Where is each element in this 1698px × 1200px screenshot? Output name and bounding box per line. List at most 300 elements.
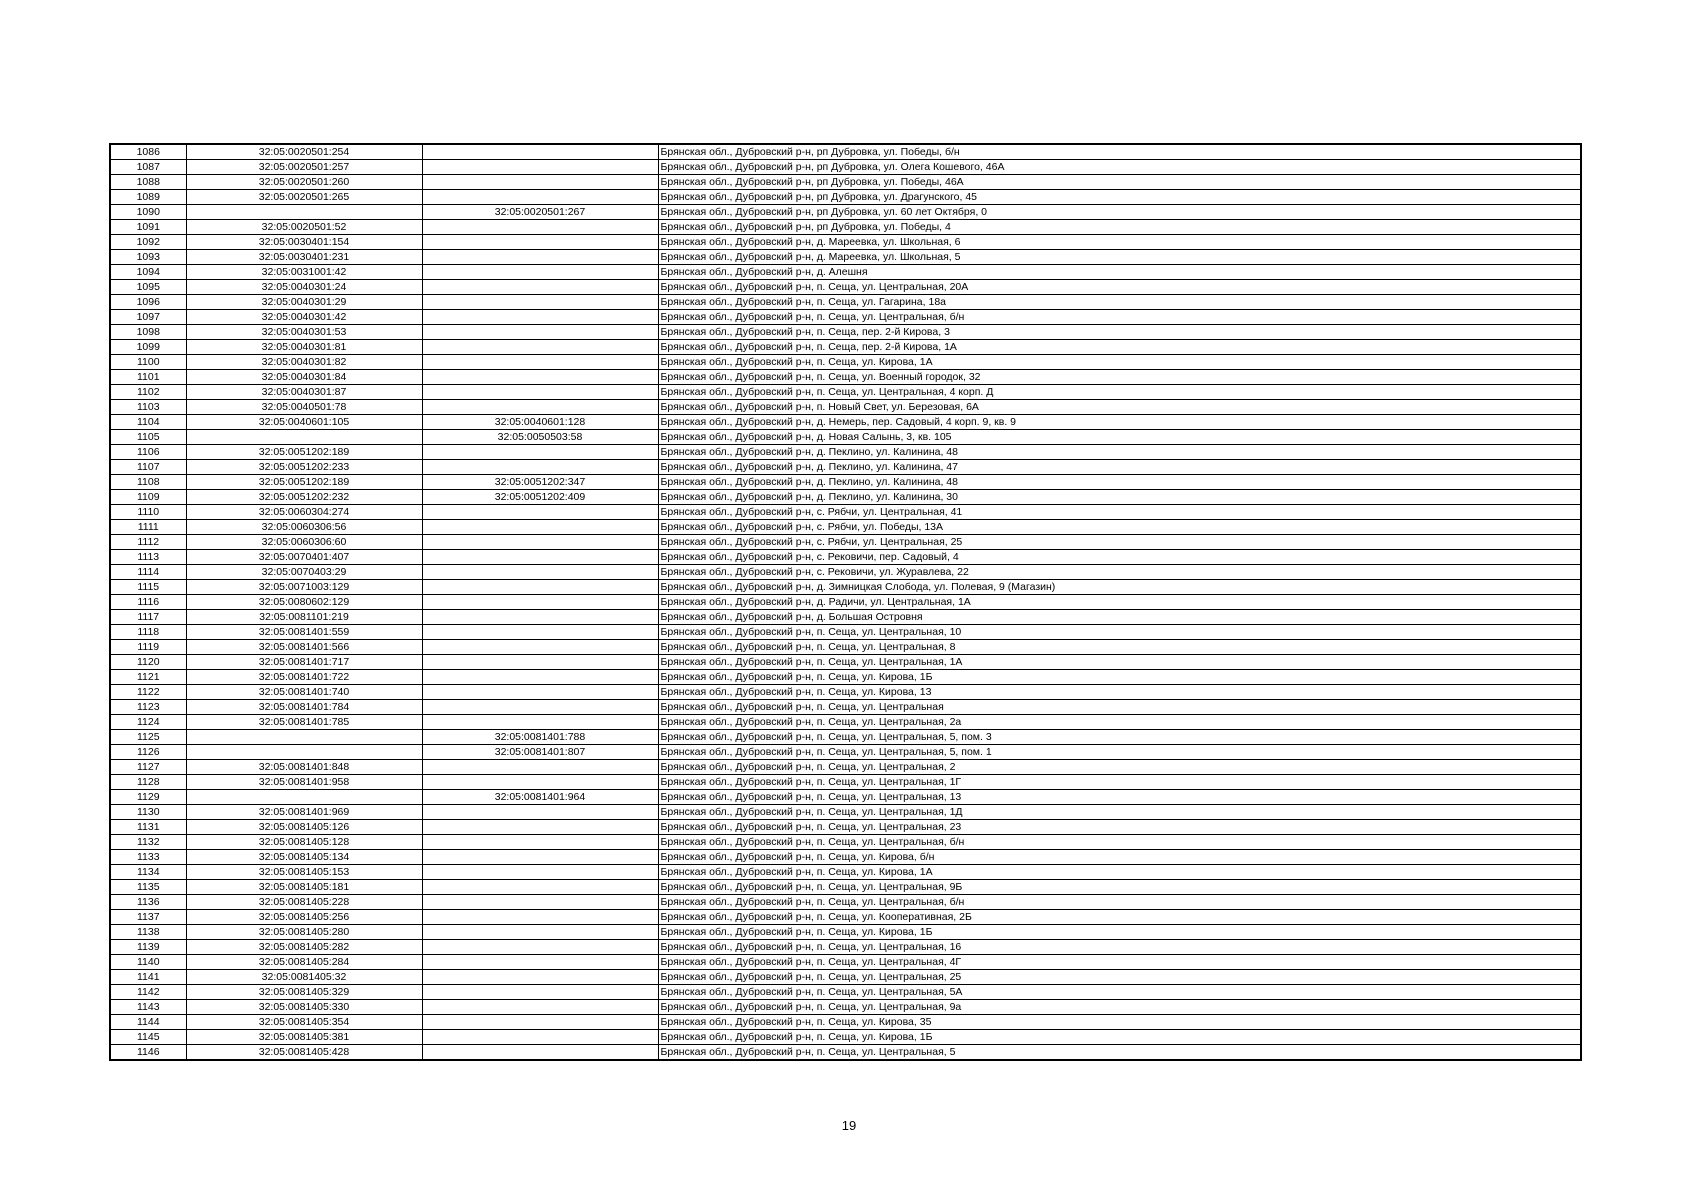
- cadastral-number-cell: 32:05:0040301:29: [186, 295, 422, 310]
- address-cell: Брянская обл., Дубровский р-н, п. Сеща, ул. Военный городок, 32: [658, 370, 1581, 385]
- cadastral-number-cell: 32:05:0081101:219: [186, 610, 422, 625]
- address-cell: Брянская обл., Дубровский р-н, п. Сеща, ул. Центральная, 9Б: [658, 880, 1581, 895]
- table-row: [110, 640, 1581, 655]
- table-row: [110, 475, 1581, 490]
- table-row: [110, 535, 1581, 550]
- cadastral-number-cell: 32:05:0020501:52: [186, 220, 422, 235]
- address-cell: Брянская обл., Дубровский р-н, п. Сеща, ул. Центральная, 5А: [658, 985, 1581, 1000]
- cadastral-number-cell: 32:05:0081405:330: [186, 1000, 422, 1015]
- address-cell: Брянская обл., Дубровский р-н, п. Новый Свет, ул. Березовая, 6А: [658, 400, 1581, 415]
- address-cell: Брянская обл., Дубровский р-н, п. Сеща, ул. Центральная, 8: [658, 640, 1581, 655]
- row-number-cell: 1093: [110, 250, 186, 265]
- cadastral-number-cell: [186, 730, 422, 745]
- related-cadastral-number-cell: [422, 340, 658, 355]
- row-number-cell: 1091: [110, 220, 186, 235]
- row-number-cell: 1096: [110, 295, 186, 310]
- related-cadastral-number-cell: [422, 280, 658, 295]
- cadastral-number-cell: 32:05:0081401:566: [186, 640, 422, 655]
- address-cell: Брянская обл., Дубровский р-н, п. Сеща, ул. Кирова, 1А: [658, 355, 1581, 370]
- table-row: [110, 865, 1581, 880]
- address-cell: Брянская обл., Дубровский р-н, д. Алешня: [658, 265, 1581, 280]
- cadastral-number-cell: 32:05:0030401:154: [186, 235, 422, 250]
- row-number-cell: 1105: [110, 430, 186, 445]
- related-cadastral-number-cell: [422, 220, 658, 235]
- cadastral-number-cell: [186, 430, 422, 445]
- cadastral-number-cell: 32:05:0040301:53: [186, 325, 422, 340]
- row-number-cell: 1138: [110, 925, 186, 940]
- related-cadastral-number-cell: [422, 970, 658, 985]
- table-row: [110, 144, 1581, 160]
- address-cell: Брянская обл., Дубровский р-н, д. Пеклино, ул. Калинина, 47: [658, 460, 1581, 475]
- row-number-cell: 1134: [110, 865, 186, 880]
- address-cell: Брянская обл., Дубровский р-н, п. Сеща, ул. Центральная, 13: [658, 790, 1581, 805]
- cadastral-number-cell: 32:05:0081405:284: [186, 955, 422, 970]
- related-cadastral-number-cell: 32:05:0051202:347: [422, 475, 658, 490]
- cadastral-number-cell: 32:05:0040501:78: [186, 400, 422, 415]
- address-cell: Брянская обл., Дубровский р-н, п. Сеща, ул. Центральная, 16: [658, 940, 1581, 955]
- related-cadastral-number-cell: [422, 700, 658, 715]
- table-row: [110, 925, 1581, 940]
- address-cell: Брянская обл., Дубровский р-н, п. Сеща, ул. Центральная, б/н: [658, 310, 1581, 325]
- table-row: [110, 715, 1581, 730]
- cadastral-number-cell: 32:05:0060306:56: [186, 520, 422, 535]
- cadastral-number-cell: 32:05:0070403:29: [186, 565, 422, 580]
- row-number-cell: 1114: [110, 565, 186, 580]
- cadastral-number-cell: [186, 745, 422, 760]
- cadastral-number-cell: 32:05:0081405:282: [186, 940, 422, 955]
- cadastral-number-cell: 32:05:0081401:784: [186, 700, 422, 715]
- cadastral-number-cell: 32:05:0081405:329: [186, 985, 422, 1000]
- cadastral-number-cell: 32:05:0081405:381: [186, 1030, 422, 1045]
- related-cadastral-number-cell: 32:05:0050503:58: [422, 430, 658, 445]
- row-number-cell: 1101: [110, 370, 186, 385]
- row-number-cell: 1100: [110, 355, 186, 370]
- related-cadastral-number-cell: [422, 580, 658, 595]
- related-cadastral-number-cell: [422, 715, 658, 730]
- related-cadastral-number-cell: 32:05:0081401:964: [422, 790, 658, 805]
- address-cell: Брянская обл., Дубровский р-н, д. Мареевка, ул. Школьная, 6: [658, 235, 1581, 250]
- cadastral-number-cell: 32:05:0081405:428: [186, 1045, 422, 1061]
- cadastral-number-cell: 32:05:0020501:254: [186, 144, 422, 160]
- table-row: [110, 415, 1581, 430]
- row-number-cell: 1112: [110, 535, 186, 550]
- related-cadastral-number-cell: [422, 685, 658, 700]
- table-row: [110, 910, 1581, 925]
- row-number-cell: 1119: [110, 640, 186, 655]
- table-row: [110, 265, 1581, 280]
- related-cadastral-number-cell: 32:05:0081401:807: [422, 745, 658, 760]
- address-cell: Брянская обл., Дубровский р-н, рп Дубровка, ул. Победы, 46А: [658, 175, 1581, 190]
- address-cell: Брянская обл., Дубровский р-н, д. Пеклино, ул. Калинина, 48: [658, 445, 1581, 460]
- table-row: [110, 745, 1581, 760]
- address-cell: Брянская обл., Дубровский р-н, с. Рябчи, ул. Центральная, 25: [658, 535, 1581, 550]
- address-cell: Брянская обл., Дубровский р-н, п. Сеща, ул. Центральная, 25: [658, 970, 1581, 985]
- cadastral-number-cell: 32:05:0081401:717: [186, 655, 422, 670]
- address-cell: Брянская обл., Дубровский р-н, д. Мареевка, ул. Школьная, 5: [658, 250, 1581, 265]
- table-body: [110, 144, 1581, 1060]
- table-row: [110, 850, 1581, 865]
- row-number-cell: 1107: [110, 460, 186, 475]
- row-number-cell: 1088: [110, 175, 186, 190]
- row-number-cell: 1127: [110, 760, 186, 775]
- row-number-cell: 1108: [110, 475, 186, 490]
- table-row: [110, 595, 1581, 610]
- address-cell: Брянская обл., Дубровский р-н, д. Зимницкая Слобода, ул. Полевая, 9 (Магазин): [658, 580, 1581, 595]
- address-cell: Брянская обл., Дубровский р-н, д. Новая Салынь, 3, кв. 105: [658, 430, 1581, 445]
- table-row: [110, 205, 1581, 220]
- cadastral-number-cell: 32:05:0040301:84: [186, 370, 422, 385]
- cadastral-number-cell: 32:05:0060304:274: [186, 505, 422, 520]
- table-row: [110, 670, 1581, 685]
- related-cadastral-number-cell: [422, 625, 658, 640]
- address-cell: Брянская обл., Дубровский р-н, с. Рековичи, ул. Журавлева, 22: [658, 565, 1581, 580]
- related-cadastral-number-cell: [422, 910, 658, 925]
- address-cell: Брянская обл., Дубровский р-н, п. Сеща, ул. Центральная, 23: [658, 820, 1581, 835]
- related-cadastral-number-cell: [422, 175, 658, 190]
- address-cell: Брянская обл., Дубровский р-н, п. Сеща, ул. Центральная, 5: [658, 1045, 1581, 1061]
- table-row: [110, 700, 1581, 715]
- address-cell: Брянская обл., Дубровский р-н, п. Сеща, ул. Кирова, 35: [658, 1015, 1581, 1030]
- address-cell: Брянская обл., Дубровский р-н, п. Сеща, ул. Центральная, 9а: [658, 1000, 1581, 1015]
- address-cell: Брянская обл., Дубровский р-н, рп Дубровка, ул. Победы, б/н: [658, 144, 1581, 160]
- cadastral-number-cell: 32:05:0081405:126: [186, 820, 422, 835]
- related-cadastral-number-cell: [422, 520, 658, 535]
- row-number-cell: 1115: [110, 580, 186, 595]
- cadastral-number-cell: 32:05:0020501:265: [186, 190, 422, 205]
- row-number-cell: 1133: [110, 850, 186, 865]
- cadastral-number-cell: 32:05:0051202:189: [186, 445, 422, 460]
- row-number-cell: 1130: [110, 805, 186, 820]
- address-cell: Брянская обл., Дубровский р-н, с. Рековичи, пер. Садовый, 4: [658, 550, 1581, 565]
- row-number-cell: 1145: [110, 1030, 186, 1045]
- row-number-cell: 1089: [110, 190, 186, 205]
- related-cadastral-number-cell: [422, 850, 658, 865]
- related-cadastral-number-cell: [422, 1045, 658, 1061]
- row-number-cell: 1113: [110, 550, 186, 565]
- row-number-cell: 1095: [110, 280, 186, 295]
- cadastral-number-cell: 32:05:0081401:740: [186, 685, 422, 700]
- row-number-cell: 1109: [110, 490, 186, 505]
- row-number-cell: 1136: [110, 895, 186, 910]
- table-row: [110, 790, 1581, 805]
- row-number-cell: 1086: [110, 144, 186, 160]
- related-cadastral-number-cell: [422, 535, 658, 550]
- address-cell: Брянская обл., Дубровский р-н, рп Дубровка, ул. Драгунского, 45: [658, 190, 1581, 205]
- table-row: [110, 355, 1581, 370]
- address-cell: Брянская обл., Дубровский р-н, п. Сеща, ул. Центральная, 1Д: [658, 805, 1581, 820]
- table-row: [110, 385, 1581, 400]
- cadastral-number-cell: 32:05:0071003:129: [186, 580, 422, 595]
- address-cell: Брянская обл., Дубровский р-н, п. Сеща, ул. Центральная, б/н: [658, 835, 1581, 850]
- row-number-cell: 1117: [110, 610, 186, 625]
- cadastral-number-cell: 32:05:0081405:256: [186, 910, 422, 925]
- table-row: [110, 250, 1581, 265]
- address-cell: Брянская обл., Дубровский р-н, п. Сеща, ул. Кирова, 1Б: [658, 1030, 1581, 1045]
- cadastral-number-cell: 32:05:0040301:42: [186, 310, 422, 325]
- row-number-cell: 1139: [110, 940, 186, 955]
- related-cadastral-number-cell: 32:05:0040601:128: [422, 415, 658, 430]
- table-row: [110, 835, 1581, 850]
- related-cadastral-number-cell: [422, 880, 658, 895]
- table-row: [110, 445, 1581, 460]
- address-cell: Брянская обл., Дубровский р-н, п. Сеща, ул. Гагарина, 18а: [658, 295, 1581, 310]
- row-number-cell: 1090: [110, 205, 186, 220]
- address-cell: Брянская обл., Дубровский р-н, п. Сеща, ул. Центральная, 2: [658, 760, 1581, 775]
- address-cell: Брянская обл., Дубровский р-н, п. Сеща, ул. Кирова, 1Б: [658, 925, 1581, 940]
- address-cell: Брянская обл., Дубровский р-н, п. Сеща, ул. Кирова, 1Б: [658, 670, 1581, 685]
- related-cadastral-number-cell: [422, 235, 658, 250]
- table-row: [110, 460, 1581, 475]
- table-row: [110, 805, 1581, 820]
- cadastral-number-cell: 32:05:0081401:848: [186, 760, 422, 775]
- related-cadastral-number-cell: [422, 985, 658, 1000]
- related-cadastral-number-cell: [422, 370, 658, 385]
- address-cell: Брянская обл., Дубровский р-н, п. Сеща, ул. Центральная, 5, пом. 3: [658, 730, 1581, 745]
- table-row: [110, 490, 1581, 505]
- related-cadastral-number-cell: 32:05:0020501:267: [422, 205, 658, 220]
- row-number-cell: 1106: [110, 445, 186, 460]
- row-number-cell: 1126: [110, 745, 186, 760]
- related-cadastral-number-cell: [422, 940, 658, 955]
- row-number-cell: 1111: [110, 520, 186, 535]
- related-cadastral-number-cell: [422, 1030, 658, 1045]
- cadastral-number-cell: 32:05:0040301:24: [186, 280, 422, 295]
- cadastral-number-cell: 32:05:0020501:260: [186, 175, 422, 190]
- cadastral-number-cell: 32:05:0081405:32: [186, 970, 422, 985]
- row-number-cell: 1120: [110, 655, 186, 670]
- row-number-cell: 1110: [110, 505, 186, 520]
- address-cell: Брянская обл., Дубровский р-н, п. Сеща, ул. Центральная, 2а: [658, 715, 1581, 730]
- table-row: [110, 220, 1581, 235]
- related-cadastral-number-cell: [422, 445, 658, 460]
- address-cell: Брянская обл., Дубровский р-н, п. Сеща, ул. Кирова, 1А: [658, 865, 1581, 880]
- row-number-cell: 1097: [110, 310, 186, 325]
- related-cadastral-number-cell: [422, 325, 658, 340]
- row-number-cell: 1135: [110, 880, 186, 895]
- related-cadastral-number-cell: [422, 550, 658, 565]
- row-number-cell: 1104: [110, 415, 186, 430]
- table-row: [110, 310, 1581, 325]
- cadastral-number-cell: 32:05:0081401:958: [186, 775, 422, 790]
- cadastral-number-cell: 32:05:0081401:969: [186, 805, 422, 820]
- related-cadastral-number-cell: [422, 805, 658, 820]
- related-cadastral-number-cell: [422, 835, 658, 850]
- address-cell: Брянская обл., Дубровский р-н, п. Сеща, ул. Центральная, 20А: [658, 280, 1581, 295]
- row-number-cell: 1129: [110, 790, 186, 805]
- cadastral-number-cell: 32:05:0081401:722: [186, 670, 422, 685]
- row-number-cell: 1102: [110, 385, 186, 400]
- table-row: [110, 295, 1581, 310]
- row-number-cell: 1132: [110, 835, 186, 850]
- table-row: [110, 625, 1581, 640]
- cadastral-number-cell: 32:05:0040301:87: [186, 385, 422, 400]
- row-number-cell: 1124: [110, 715, 186, 730]
- cadastral-number-cell: 32:05:0051202:233: [186, 460, 422, 475]
- table-row: [110, 1000, 1581, 1015]
- cadastral-number-cell: 32:05:0081405:134: [186, 850, 422, 865]
- address-cell: Брянская обл., Дубровский р-н, п. Сеща, ул. Центральная, 4 корп. Д: [658, 385, 1581, 400]
- cadastral-table: [109, 143, 1582, 1061]
- related-cadastral-number-cell: [422, 265, 658, 280]
- address-cell: Брянская обл., Дубровский р-н, п. Сеща, ул. Центральная, б/н: [658, 895, 1581, 910]
- row-number-cell: 1142: [110, 985, 186, 1000]
- related-cadastral-number-cell: [422, 595, 658, 610]
- related-cadastral-number-cell: [422, 775, 658, 790]
- table-row: [110, 1015, 1581, 1030]
- table-row: [110, 565, 1581, 580]
- related-cadastral-number-cell: [422, 895, 658, 910]
- row-number-cell: 1098: [110, 325, 186, 340]
- table-row: [110, 340, 1581, 355]
- related-cadastral-number-cell: [422, 505, 658, 520]
- table-row: [110, 430, 1581, 445]
- cadastral-number-cell: [186, 790, 422, 805]
- cadastral-number-cell: 32:05:0081405:354: [186, 1015, 422, 1030]
- address-cell: Брянская обл., Дубровский р-н, с. Рябчи, ул. Центральная, 41: [658, 505, 1581, 520]
- table-row: [110, 895, 1581, 910]
- table-row: [110, 940, 1581, 955]
- row-number-cell: 1087: [110, 160, 186, 175]
- cadastral-number-cell: 32:05:0030401:231: [186, 250, 422, 265]
- cadastral-number-cell: 32:05:0081401:785: [186, 715, 422, 730]
- cadastral-number-cell: 32:05:0060306:60: [186, 535, 422, 550]
- cadastral-number-cell: 32:05:0031001:42: [186, 265, 422, 280]
- related-cadastral-number-cell: 32:05:0081401:788: [422, 730, 658, 745]
- address-cell: Брянская обл., Дубровский р-н, рп Дубровка, ул. Олега Кошевого, 46А: [658, 160, 1581, 175]
- row-number-cell: 1116: [110, 595, 186, 610]
- related-cadastral-number-cell: [422, 144, 658, 160]
- table-row: [110, 1045, 1581, 1061]
- row-number-cell: 1131: [110, 820, 186, 835]
- row-number-cell: 1092: [110, 235, 186, 250]
- related-cadastral-number-cell: [422, 190, 658, 205]
- cadastral-number-cell: 32:05:0070401:407: [186, 550, 422, 565]
- cadastral-number-cell: 32:05:0081405:280: [186, 925, 422, 940]
- address-cell: Брянская обл., Дубровский р-н, п. Сеща, ул. Центральная, 1Г: [658, 775, 1581, 790]
- address-cell: Брянская обл., Дубровский р-н, с. Рябчи, ул. Победы, 13А: [658, 520, 1581, 535]
- address-cell: Брянская обл., Дубровский р-н, п. Сеща, ул. Кирова, б/н: [658, 850, 1581, 865]
- related-cadastral-number-cell: [422, 1000, 658, 1015]
- related-cadastral-number-cell: [422, 820, 658, 835]
- row-number-cell: 1094: [110, 265, 186, 280]
- related-cadastral-number-cell: [422, 865, 658, 880]
- cadastral-number-cell: [186, 205, 422, 220]
- address-cell: Брянская обл., Дубровский р-н, п. Сеща, пер. 2-й Кирова, 3: [658, 325, 1581, 340]
- row-number-cell: 1121: [110, 670, 186, 685]
- row-number-cell: 1144: [110, 1015, 186, 1030]
- row-number-cell: 1118: [110, 625, 186, 640]
- cadastral-number-cell: 32:05:0040601:105: [186, 415, 422, 430]
- address-cell: Брянская обл., Дубровский р-н, рп Дубровка, ул. 60 лет Октября, 0: [658, 205, 1581, 220]
- related-cadastral-number-cell: [422, 655, 658, 670]
- address-cell: Брянская обл., Дубровский р-н, д. Немерь, пер. Садовый, 4 корп. 9, кв. 9: [658, 415, 1581, 430]
- address-cell: Брянская обл., Дубровский р-н, п. Сеща, ул. Кооперативная, 2Б: [658, 910, 1581, 925]
- address-cell: Брянская обл., Дубровский р-н, рп Дубровка, ул. Победы, 4: [658, 220, 1581, 235]
- related-cadastral-number-cell: [422, 400, 658, 415]
- related-cadastral-number-cell: [422, 310, 658, 325]
- related-cadastral-number-cell: [422, 160, 658, 175]
- address-cell: Брянская обл., Дубровский р-н, п. Сеща, ул. Центральная: [658, 700, 1581, 715]
- row-number-cell: 1143: [110, 1000, 186, 1015]
- related-cadastral-number-cell: [422, 385, 658, 400]
- row-number-cell: 1140: [110, 955, 186, 970]
- address-cell: Брянская обл., Дубровский р-н, д. Большая Островня: [658, 610, 1581, 625]
- table-row: [110, 985, 1581, 1000]
- address-cell: Брянская обл., Дубровский р-н, п. Сеща, ул. Кирова, 13: [658, 685, 1581, 700]
- cadastral-number-cell: 32:05:0081405:228: [186, 895, 422, 910]
- table-row: [110, 280, 1581, 295]
- table-row: [110, 325, 1581, 340]
- cadastral-number-cell: 32:05:0081405:153: [186, 865, 422, 880]
- cadastral-number-cell: 32:05:0080602:129: [186, 595, 422, 610]
- table-row: [110, 685, 1581, 700]
- row-number-cell: 1099: [110, 340, 186, 355]
- row-number-cell: 1146: [110, 1045, 186, 1061]
- related-cadastral-number-cell: [422, 760, 658, 775]
- table-row: [110, 505, 1581, 520]
- table-row: [110, 160, 1581, 175]
- cadastral-number-cell: 32:05:0020501:257: [186, 160, 422, 175]
- row-number-cell: 1137: [110, 910, 186, 925]
- address-cell: Брянская обл., Дубровский р-н, д. Пеклино, ул. Калинина, 30: [658, 490, 1581, 505]
- related-cadastral-number-cell: [422, 925, 658, 940]
- table-row: [110, 955, 1581, 970]
- related-cadastral-number-cell: [422, 355, 658, 370]
- cadastral-number-cell: 32:05:0040301:81: [186, 340, 422, 355]
- table-row: [110, 880, 1581, 895]
- cadastral-number-cell: 32:05:0081405:181: [186, 880, 422, 895]
- cadastral-number-cell: 32:05:0051202:232: [186, 490, 422, 505]
- table-row: [110, 820, 1581, 835]
- table-row: [110, 370, 1581, 385]
- row-number-cell: 1128: [110, 775, 186, 790]
- table-row: [110, 610, 1581, 625]
- address-cell: Брянская обл., Дубровский р-н, п. Сеща, ул. Центральная, 5, пом. 1: [658, 745, 1581, 760]
- cadastral-number-cell: 32:05:0051202:189: [186, 475, 422, 490]
- row-number-cell: 1103: [110, 400, 186, 415]
- address-cell: Брянская обл., Дубровский р-н, д. Пеклино, ул. Калинина, 48: [658, 475, 1581, 490]
- address-cell: Брянская обл., Дубровский р-н, п. Сеща, ул. Центральная, 10: [658, 625, 1581, 640]
- related-cadastral-number-cell: [422, 670, 658, 685]
- related-cadastral-number-cell: [422, 610, 658, 625]
- table-row: [110, 550, 1581, 565]
- table-row: [110, 175, 1581, 190]
- table-row: [110, 775, 1581, 790]
- cadastral-number-cell: 32:05:0040301:82: [186, 355, 422, 370]
- page-number: 19: [841, 1118, 857, 1133]
- address-cell: Брянская обл., Дубровский р-н, п. Сеща, ул. Центральная, 4Г: [658, 955, 1581, 970]
- related-cadastral-number-cell: [422, 460, 658, 475]
- related-cadastral-number-cell: 32:05:0051202:409: [422, 490, 658, 505]
- related-cadastral-number-cell: [422, 250, 658, 265]
- related-cadastral-number-cell: [422, 955, 658, 970]
- row-number-cell: 1123: [110, 700, 186, 715]
- table-row: [110, 235, 1581, 250]
- row-number-cell: 1141: [110, 970, 186, 985]
- row-number-cell: 1125: [110, 730, 186, 745]
- address-cell: Брянская обл., Дубровский р-н, п. Сеща, пер. 2-й Кирова, 1А: [658, 340, 1581, 355]
- related-cadastral-number-cell: [422, 295, 658, 310]
- table-row: [110, 1030, 1581, 1045]
- table-row: [110, 760, 1581, 775]
- table-row: [110, 400, 1581, 415]
- table-row: [110, 580, 1581, 595]
- table-row: [110, 655, 1581, 670]
- table-row: [110, 190, 1581, 205]
- table-row: [110, 520, 1581, 535]
- related-cadastral-number-cell: [422, 565, 658, 580]
- address-cell: Брянская обл., Дубровский р-н, п. Сеща, ул. Центральная, 1А: [658, 655, 1581, 670]
